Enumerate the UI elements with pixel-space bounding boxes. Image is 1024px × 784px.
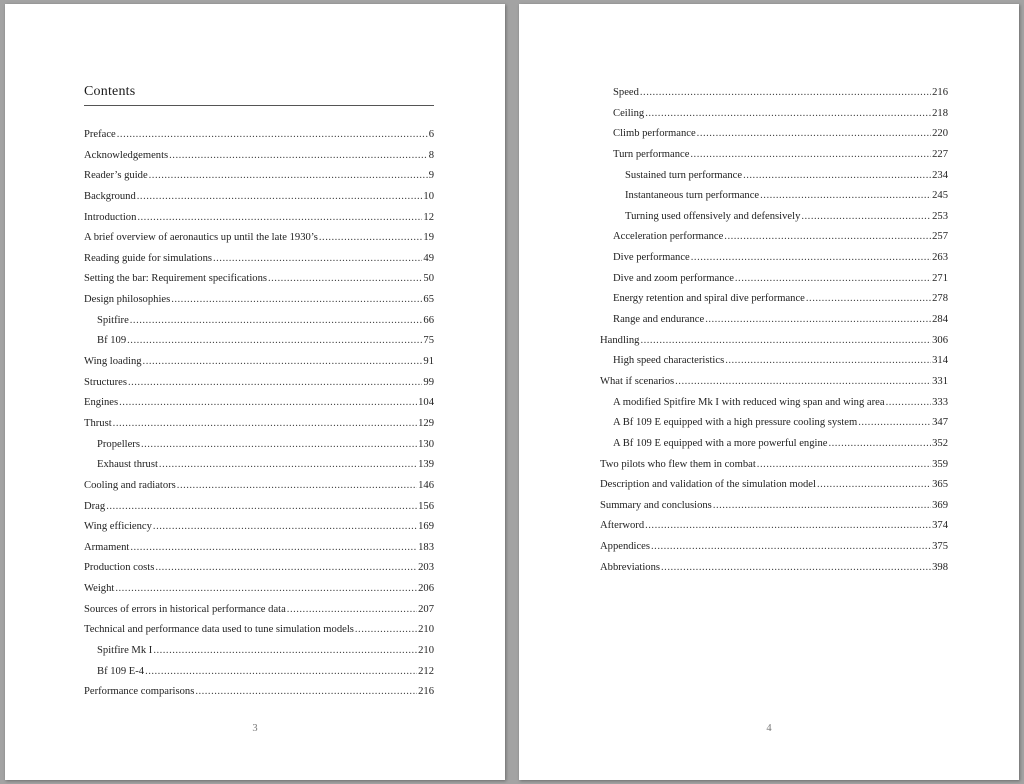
toc-entry[interactable] (84, 249, 434, 270)
toc-entry-label: Wing efficiency (84, 521, 152, 533)
toc-dot-leader (141, 435, 417, 456)
toc-entry-page-number: 278 (932, 293, 948, 305)
toc-entry-label: A Bf 109 E equipped with a more powerful engine (613, 437, 828, 449)
toc-entry-label: Performance comparisons (84, 686, 195, 698)
toc-entry-page-number: 139 (418, 459, 434, 471)
toc-entry-page-number: 306 (932, 334, 948, 346)
toc-entry-page-number: 398 (932, 561, 948, 573)
toc-entry-label: Turn performance (613, 148, 690, 160)
toc-dot-leader (691, 248, 931, 269)
toc-entry-page-number: 183 (418, 541, 434, 553)
toc-entry[interactable] (600, 413, 948, 434)
toc-entry-label: Dive and zoom performance (613, 272, 734, 284)
toc-entry[interactable] (84, 476, 434, 497)
toc-entry[interactable] (84, 269, 434, 290)
toc-entry-label: Bf 109 E-4 (97, 665, 145, 677)
toc-entry-page-number: 359 (932, 458, 948, 470)
toc-entry-label: Sources of errors in historical performance data (84, 603, 286, 615)
toc-entry-page-number: 369 (932, 499, 948, 511)
toc-list-left (84, 125, 434, 703)
toc-dot-leader (757, 455, 931, 476)
toc-entry-page-number: 365 (932, 479, 948, 491)
toc-entry[interactable] (84, 146, 434, 167)
toc-entry-page-number: 218 (932, 107, 948, 119)
toc-list-right (600, 83, 948, 578)
toc-entry-label: Climb performance (613, 128, 696, 140)
page-4 (519, 4, 1019, 780)
page-number-right: 4 (766, 723, 772, 734)
page-number-left: 3 (252, 723, 258, 734)
toc-entry[interactable] (600, 124, 948, 145)
toc-entry-label: Acceleration performance (613, 231, 724, 243)
toc-entry-page-number: 210 (418, 645, 434, 657)
toc-entry-label: A Bf 109 E equipped with a high pressure cooling system (613, 417, 858, 429)
toc-dot-leader (724, 227, 931, 248)
toc-dot-leader (137, 187, 423, 208)
toc-dot-leader (171, 290, 422, 311)
toc-entry[interactable] (84, 393, 434, 414)
toc-entry[interactable] (84, 208, 434, 229)
toc-dot-leader (690, 145, 931, 166)
toc-dot-leader (858, 413, 931, 434)
toc-entry[interactable] (600, 186, 948, 207)
toc-dot-leader (159, 455, 417, 476)
toc-entry-label: Setting the bar: Requirement specifications (84, 273, 267, 285)
contents-heading: Contents (84, 84, 136, 99)
toc-entry[interactable] (84, 311, 434, 332)
toc-entry-page-number: 8 (428, 149, 434, 161)
toc-entry[interactable] (84, 579, 434, 600)
toc-entry[interactable] (84, 352, 434, 373)
toc-dot-leader (735, 269, 931, 290)
toc-dot-leader (106, 497, 417, 518)
toc-entry-label: Appendices (600, 541, 651, 553)
toc-entry[interactable] (600, 331, 948, 352)
toc-entry[interactable] (600, 537, 948, 558)
toc-entry-page-number: 216 (418, 686, 434, 698)
toc-entry[interactable] (600, 227, 948, 248)
toc-entry-label: Speed (613, 87, 639, 98)
toc-entry-label: Engines (84, 397, 119, 409)
toc-entry-page-number: 49 (423, 252, 434, 264)
toc-entry-label: Introduction (84, 211, 137, 223)
toc-entry[interactable] (600, 372, 948, 393)
toc-entry-label: Spitfire Mk I (97, 645, 153, 657)
toc-entry-label: Preface (84, 129, 116, 140)
toc-entry-label: Dive performance (613, 252, 690, 264)
toc-dot-leader (697, 124, 931, 145)
toc-entry-page-number: 257 (932, 231, 948, 243)
toc-entry[interactable] (600, 104, 948, 125)
toc-dot-leader (130, 538, 417, 559)
toc-dot-leader (743, 166, 931, 187)
toc-dot-leader (661, 558, 931, 579)
toc-entry[interactable] (600, 393, 948, 414)
toc-entry[interactable] (600, 248, 948, 269)
toc-entry[interactable] (84, 373, 434, 394)
toc-entry-label: A brief overview of aeronautics up until the late 1930’s (84, 232, 318, 244)
toc-entry[interactable] (84, 600, 434, 621)
toc-entry[interactable] (84, 517, 434, 538)
toc-entry-page-number: 10 (423, 190, 434, 202)
toc-dot-leader (645, 516, 931, 537)
toc-dot-leader (817, 475, 931, 496)
toc-dot-leader (149, 166, 428, 187)
toc-entry-page-number: 66 (423, 314, 434, 326)
page-3 (5, 4, 505, 780)
toc-entry[interactable] (84, 125, 434, 146)
toc-entry-label: Technical and performance data used to tune simulation models (84, 624, 354, 636)
toc-entry-label: Reading guide for simulations (84, 252, 212, 264)
toc-dot-leader (115, 579, 417, 600)
toc-dot-leader (675, 372, 931, 393)
toc-entry-page-number: 253 (932, 210, 948, 222)
toc-entry-page-number: 271 (932, 272, 948, 284)
toc-entry-page-number: 216 (932, 87, 948, 98)
toc-entry[interactable] (600, 455, 948, 476)
toc-entry-page-number: 352 (932, 437, 948, 449)
toc-dot-leader (117, 125, 428, 146)
toc-entry-label: High speed characteristics (613, 355, 725, 367)
toc-dot-leader (130, 311, 423, 332)
toc-entry[interactable] (84, 538, 434, 559)
toc-dot-leader (113, 414, 417, 435)
heading-rule (84, 105, 434, 106)
toc-entry-page-number: 207 (418, 603, 434, 615)
toc-entry-label: Instantaneous turn performance (625, 190, 760, 202)
toc-entry[interactable] (600, 496, 948, 517)
toc-entry-label: Propellers (97, 438, 140, 450)
toc-dot-leader (801, 207, 931, 228)
toc-entry-label: A modified Spitfire Mk I with reduced wing span and wing area (613, 396, 885, 408)
toc-entry-page-number: 263 (932, 252, 948, 264)
toc-entry-page-number: 212 (418, 665, 434, 677)
toc-entry[interactable] (84, 620, 434, 641)
toc-dot-leader (640, 331, 931, 352)
toc-entry-label: Ceiling (613, 107, 645, 119)
toc-entry[interactable] (600, 289, 948, 310)
toc-entry[interactable] (84, 331, 434, 352)
toc-entry-label: Two pilots who flew them in combat (600, 458, 756, 470)
toc-dot-leader (127, 331, 422, 352)
toc-entry[interactable] (84, 558, 434, 579)
toc-entry-page-number: 333 (932, 396, 948, 408)
toc-entry-label: Wing loading (84, 356, 142, 368)
toc-dot-leader (169, 146, 428, 167)
toc-entry-label: Abbreviations (600, 561, 661, 573)
toc-entry-page-number: 203 (418, 562, 434, 574)
toc-dot-leader (195, 682, 417, 703)
toc-entry-label: Reader’s guide (84, 170, 148, 182)
toc-entry-label: Design philosophies (84, 294, 171, 306)
toc-entry-label: Background (84, 190, 136, 202)
toc-dot-leader (119, 393, 417, 414)
toc-entry-label: Exhaust thrust (97, 459, 158, 471)
toc-entry-page-number: 284 (932, 314, 948, 326)
toc-entry[interactable] (84, 228, 434, 249)
toc-entry-page-number: 9 (428, 170, 434, 182)
toc-dot-leader (705, 310, 931, 331)
toc-dot-leader (725, 351, 931, 372)
toc-entry[interactable] (600, 516, 948, 537)
toc-entry-page-number: 65 (423, 294, 434, 306)
toc-entry[interactable] (84, 662, 434, 683)
toc-dot-leader (645, 104, 931, 125)
toc-entry-page-number: 6 (428, 129, 434, 140)
toc-entry[interactable] (600, 558, 948, 579)
toc-dot-leader (177, 476, 417, 497)
toc-dot-leader (153, 517, 417, 538)
toc-dot-leader (355, 620, 417, 641)
toc-entry-page-number: 245 (932, 190, 948, 202)
toc-entry-page-number: 91 (423, 356, 434, 368)
toc-entry-page-number: 130 (418, 438, 434, 450)
toc-entry[interactable] (600, 434, 948, 455)
toc-entry-label: Structures (84, 376, 127, 388)
toc-entry[interactable] (84, 290, 434, 311)
toc-entry-label: Drag (84, 500, 106, 512)
toc-dot-leader (886, 393, 932, 414)
toc-entry-page-number: 220 (932, 128, 948, 140)
toc-entry-page-number: 234 (932, 169, 948, 181)
toc-entry-page-number: 75 (423, 335, 434, 347)
toc-dot-leader (828, 434, 931, 455)
toc-entry-label: Afterword (600, 520, 645, 532)
toc-entry[interactable] (600, 475, 948, 496)
toc-entry-label: Production costs (84, 562, 155, 574)
toc-entry-label: Range and endurance (613, 314, 705, 326)
toc-entry[interactable] (600, 83, 948, 104)
toc-entry-page-number: 227 (932, 148, 948, 160)
toc-entry-page-number: 104 (418, 397, 434, 409)
toc-entry[interactable] (600, 145, 948, 166)
toc-dot-leader (137, 208, 422, 229)
toc-entry-page-number: 19 (423, 232, 434, 244)
toc-dot-leader (760, 186, 931, 207)
toc-entry[interactable] (84, 682, 434, 703)
toc-entry-page-number: 146 (418, 479, 434, 491)
toc-entry[interactable] (600, 166, 948, 187)
toc-dot-leader (651, 537, 931, 558)
toc-entry-label: Thrust (84, 417, 112, 429)
toc-entry-page-number: 347 (932, 417, 948, 429)
toc-entry-label: Bf 109 (97, 335, 127, 347)
toc-entry[interactable] (84, 166, 434, 187)
toc-entry-label: Handling (600, 334, 640, 346)
toc-entry-page-number: 331 (932, 375, 948, 387)
toc-entry-label: Energy retention and spiral dive performance (613, 293, 805, 305)
toc-entry-label: Summary and conclusions (600, 499, 712, 511)
toc-entry-page-number: 374 (932, 520, 948, 532)
toc-entry-page-number: 50 (423, 273, 434, 285)
toc-dot-leader (155, 558, 417, 579)
toc-entry-label: Sustained turn performance (625, 169, 743, 181)
toc-entry-label: Acknowledgements (84, 149, 169, 161)
toc-entry-page-number: 169 (418, 521, 434, 533)
toc-entry-page-number: 12 (423, 211, 434, 223)
toc-entry-label: Description and validation of the simulation model (600, 479, 816, 491)
toc-entry-label: Spitfire (97, 314, 129, 326)
toc-entry-page-number: 314 (932, 355, 948, 367)
toc-dot-leader (213, 249, 422, 270)
toc-entry-label: Weight (84, 583, 115, 595)
toc-dot-leader (268, 269, 422, 290)
toc-entry[interactable] (600, 351, 948, 372)
toc-entry-page-number: 375 (932, 541, 948, 553)
toc-entry-label: Turning used offensively and defensively (625, 210, 801, 222)
toc-dot-leader (640, 83, 931, 104)
toc-dot-leader (143, 352, 423, 373)
toc-entry[interactable] (600, 207, 948, 228)
toc-dot-leader (153, 641, 417, 662)
toc-entry-page-number: 210 (418, 624, 434, 636)
toc-dot-leader (128, 373, 422, 394)
toc-entry[interactable] (600, 310, 948, 331)
toc-entry-page-number: 156 (418, 500, 434, 512)
toc-entry[interactable] (84, 497, 434, 518)
toc-entry-label: Cooling and radiators (84, 479, 176, 491)
toc-dot-leader (287, 600, 417, 621)
toc-entry-label: What if scenarios (600, 375, 675, 387)
toc-dot-leader (319, 228, 423, 249)
toc-entry[interactable] (84, 641, 434, 662)
toc-dot-leader (806, 289, 931, 310)
toc-entry[interactable] (84, 435, 434, 456)
toc-entry[interactable] (84, 187, 434, 208)
toc-entry[interactable] (84, 414, 434, 435)
toc-entry[interactable] (84, 455, 434, 476)
toc-entry-page-number: 129 (418, 417, 434, 429)
toc-entry[interactable] (600, 269, 948, 290)
toc-entry-page-number: 206 (418, 583, 434, 595)
toc-entry-page-number: 99 (423, 376, 434, 388)
toc-entry-label: Armament (84, 541, 130, 553)
toc-dot-leader (713, 496, 931, 517)
toc-dot-leader (145, 662, 417, 683)
